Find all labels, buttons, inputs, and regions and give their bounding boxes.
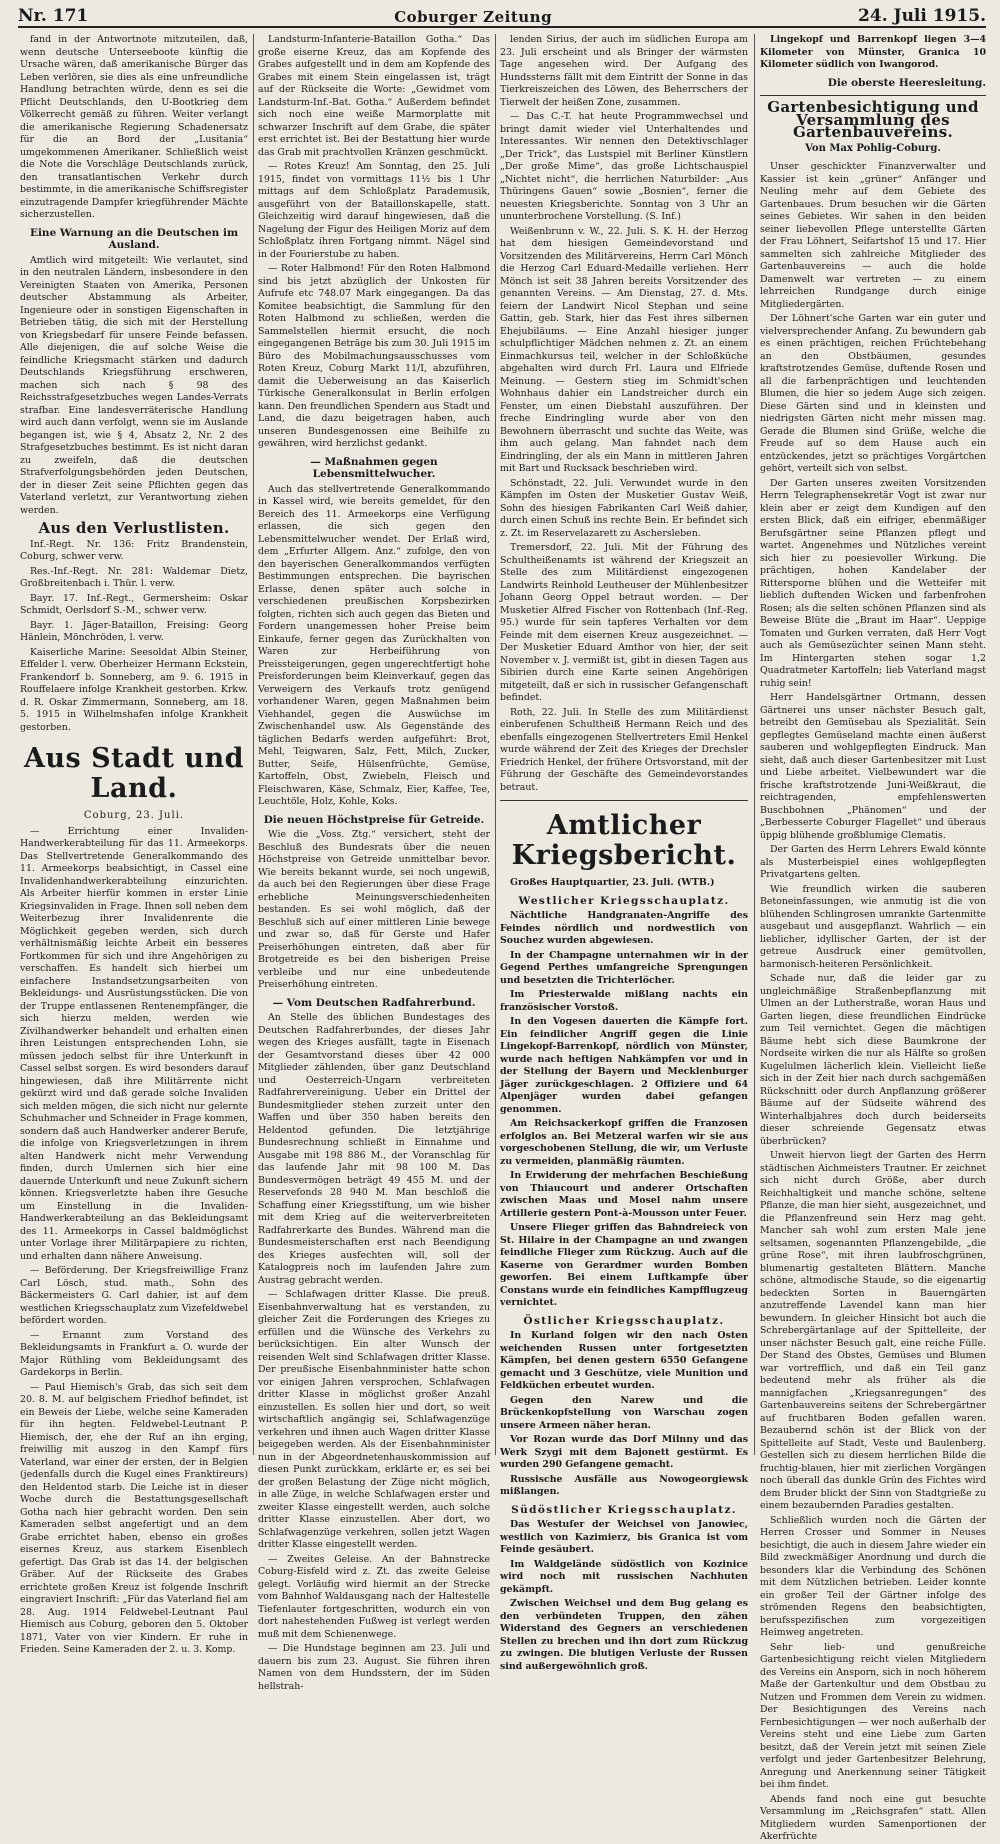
column-divider [495,34,496,1455]
article-paragraph: Wie die „Voss. Ztg.“ versichert, steht der Beschluß des Bundesrats über die neuen Höchstpreise von Getreide unmittelbar bevor. Wie bereits bekannt wurde, sei noch ungewiß, da auch bei den Regierungen über diese Frage erhebliche Meinungsverschiedenheiten bestanden. Es sei wohl möglich, daß der Beschluß sich auf einer mittleren Linie bewege und zwar so, daß für Gerste und Hafer Preiserhöhungen eintreten, daß aber für Brotgetreide es bei den bisherigen Preise verbleibe und nur eine unbedeutende Preiserhöhung eintreten. [258,829,490,990]
report-paragraph: Im Priesterwalde mißlang nachts ein französischer Vorstoß. [500,989,748,1013]
column-divider [754,34,755,1455]
article-heading: Eine Warnung an die Deutschen im Ausland. [29,226,239,251]
report-dateline: Großes Hauptquartier, 23. Juli. (WTB.) [510,877,715,888]
article-paragraph: Landsturm-Infanterie-Bataillon Gotha.“ Das große eiserne Kreuz, das am Kopfende des Grabes aufgestellt und in dem am Kopfende des Grabes mit einem Stein eingelassen ist, trägt auf der Rückseite die Worte: „Gewidmet vom Landsturm-Inf.-Bat. Gotha.“ Außerdem befindet sich noch eine weiße Marmorplatte mit schwarzer Inschrift auf dem Grabe, die später erst errichtet ist. Bei der Bestattung hier wurde das Grab mit prachtvollen Kränzen geschmückt. [258,34,490,158]
column-2 [258,34,490,1692]
report-paragraph: Im Waldgelände südöstlich von Kozinice wird noch mit russischen Nachhuten gekämpft. [500,1558,748,1595]
article-paragraph: Herr Handelsgärtner Ortmann, dessen Gärtnerei uns unser nächster Besuch galt, betreibt den Gemüsebau als Spezialität. Sein gepflegtes Gemüseland machte einen äußerst sauberen und wohlgepflegten Eindruck. Man sieht, daß auch dieser Gartenbesitzer mit Lust und Liebe arbeitet. Vielbewundert war die frische kraftstrotzende Juni-Weißkraut, die reichtragenden, empfehlenswerten Buschbohnen „Phänomen“ und der „Berbesserte Coburger Flagellet“ und überaus üppig blühende großblumige Clematis. [760,692,986,841]
article-heading: Die neuen Höchstpreise für Getreide. [263,813,485,826]
dateline: Coburg, 23. Juli. [83,810,185,821]
article-paragraph: Unweit hiervon liegt der Garten des Herrn städtischen Aichmeisters Trautner. Er zeichnet sich nicht durch Größe, aber durch Reichhaltigkeit und manche schöne, seltene Pflanze, die man hier sieht, ausgezeichnet, und die Pflanzenfreund sein Herz mag geht. Mancher sah wohl zum ersten Male jene seltsamen, sogenannten Pflanzengebilde, „die grüne Rose“, mit ihren laubfroschgrünen, blumenartig gestalteten Blättern. Manche schöne, altmodische Staude, so die eigenartig bedeckten Sorten in Bauerngärten anzutreffende Lavendel kann man hier bewundern. In gleicher Hinsicht bot auch die Schrebergärtanlage auf der Spittelleite, der unser nächster Besuch galt, eine reiche Fülle. Der Stand des Obstes, Gemüses und Blumen war vortrefflich, und daß ein Teil ganz bedeutend mehr als früher als die mannigfachen „Kriegsanregungen“ des Gartenbauvereins seitens der Schrebergärtner auf fruchtbaren Boden gefallen waren. Bezaubernd schön ist der Blick von der Spittelleite auf Stadt, Veste und Baulenberg. Gestellen sich zu diesem herrlichen Bilde die fruchtig-blauen, hier mit zierlichen Vorgängen noch überall das dunkle Grün des Fichtes wird dem Bruder blickt der Sinn von Stadtgrieße zu einem bezaubernden Paradies gestalten. [760,1150,986,1511]
article-paragraph: Amtlich wird mitgeteilt: Wie verlautet, sind in den neutralen Ländern, insbesondere in den Vereinigten Staaten von Amerika, Personen deutscher Abstammung als Arbeiter, Ingenieure oder in sonstigen Eigenschaften in Betrieben tätig, die sich mit der Herstellung von Kriegsbedarf für unsere Feinde befassen. Alle diejenigen, die auf solche Weise die feindliche Kriegsmacht stärken und dadurch Deutschlands Kriegsführung erschweren, machen sich nach § 98 des Reichsstrafgesetzbuches wegen Landes-Verrats strafbar. Eine landesverräterische Handlung wird auch dann verfolgt, wenn sie im Auslande begangen ist, wie § 4, Absatz 2, Nr. 2 des Strafgesetzbuches bestimmt. Es ist nicht daran zu zweifeln, daß die deutschen Strafverfolgungsbehörden jeden Deutschen, der in dieser Zeit seine Pflichten gegen das Vaterland verletzt, zur Verantwortung ziehen werden. [20,254,248,516]
report-paragraph: In der Champagne unternahmen wir in der Gegend Perthes umfangreiche Sprengungen und besetzten die Trichterlöcher. [500,949,748,986]
article-paragraph: Schönstadt, 22. Juli. Verwundet wurde in den Kämpfen im Osten der Musketier Gustav Weiß, Sohn des hiesigen Fabrikanten Carl Weiß dahier, durch einen Schuß ins rechte Bein. Er befindet sich z. Zt. im Reservelazarett zu Aschersleben. [500,477,748,539]
report-paragraph: Unsere Flieger griffen das Bahndreieck von St. Hilaire in der Champagne an und zwangen feindliche Flieger zum Rückzug. Auch auf die Kaserne von Gerardmer wurden Bomben geworfen. Bei einem Luftkampfe über Constans wurde ein feindliches Kampfflugzeug vernichtet. [500,1222,748,1308]
article-paragraph: — Rotes Kreuz! Am Sonntag, den 25. Juli 1915, findet von vormittags 11½ bis 1 Uhr mittags auf dem Schloßplatz Parademusik, ausgeführt von der Bataillonskapelle, statt. Gleichzeitig wird darauf hingewiesen, daß die Nagelung der Figur des Heiligen Moriz auf dem Schloßplatz ihren Fortgang nimmt. Nägel sind in der Fourierstube zu haben. [258,161,490,260]
article-heading-garden: Gartenbesichtigung und Versammlung des Gartenbauvereins. [767,98,979,141]
report-paragraph: Lingekopf und Barrenkopf liegen 3—4 Kilometer von Münster, Granica 10 Kilometer südlich von Iwangorod. [760,34,986,70]
report-subheading: Südöstlicher Kriegsschauplatz. [511,1503,737,1516]
article-paragraph: — Beförderung. Der Kriegsfreiwillige Franz Carl Lösch, stud. math., Sohn des Bäckermeisters G. Carl dahier, ist auf dem westlichen Kriegsschauplatz zum Vizefeldwebel befördert worden. [20,1265,248,1326]
issue-date: 24. Juli 1915. [858,6,986,26]
article-paragraph: Schließlich wurden noch die Gärten der Herren Crosser und Sommer in Neuses besichtigt, die auch in diesem Jahre wieder ein Bild zweckmäßiger Anordnung und durch die besonders klar die Verbindung des Schönen mit dem Nützlichen betrieben. Leider konnte ein großer Teil der Gärtner infolge des strömenden Regens den beabsichtigten, berufsspezifischen zum vorgezeitigen Heimweg angetreten. [760,1514,986,1638]
column-divider [253,34,254,1455]
article-paragraph: Der Garten unseres zweiten Vorsitzenden Herrn Telegraphensekretär Vogt ist zwar nur klein aber er zeigt dem Kundigen auf den ersten Blick, daß ein eifriger, ebenmäßiger Berufsgärtner seine Pflanzen pflegt und wartet. Angenehmes und Nützliches vereint sich hier zu poesievoller Wirkung. Die prächtigen, hohen Kandelaber der Rittersporne blühen und die Wetteifer mit lieblich duftenden Wicken und farbenfrohen Rosen; als die selten schönen Pflanzen sind als Beweise Blüte die „Braut im Haar“. Ueppige Tomaten und Gurken verraten, daß Herr Vogt auch als Gemüsezüchter seinen Mann steht. Im Hintergarten stehen sogar 1,2 Quadratmeter Kartoffeln; lieb Vaterland magst ruhig sein! [760,477,986,689]
report-paragraph: In den Vogesen dauerten die Kämpfe fort. Ein feindlicher Angriff gegen die Linie Lingekopf-Barrenkopf, nördlich von Münster, wurde nach heftigen Nahkämpfen vor und in der Stellung der Bayern und Mecklenburger Jäger zurückgeschlagen. 2 Offiziere und 64 Alpenjäger wurden dabei gefangen genommen. [500,1016,748,1115]
report-paragraph: Vor Rozan wurde das Dorf Milnny und das Werk Szygi mit dem Bajonett gestürmt. Es wurden 290 Gefangene gemacht. [500,1434,748,1470]
report-paragraph: Nächtliche Handgranaten-Angriffe des Feindes nördlich und nordwestlich von Souchez wurden abgewiesen. [500,910,748,946]
report-paragraph: In Kurland folgen wir den nach Osten weichenden Russen unter fortgesetzten Kämpfen, bei denen gestern 6550 Gefangene gemacht und 3 Geschütze, viele Munition und Feldküchen erbeutet wurden. [500,1330,748,1391]
article-paragraph: — Das C.-T. hat heute Programmwechsel und bringt damit wieder viel Unterhaltendes und Interessantes. Wir nennen den Detektivschlager „Der Trick“, das Lustspiel mit Berliner Künstlern „Der große Mime“, das große Lichtschauspiel „Nichtet nicht“, die herrlichen Naturbilder: „Aus Thüringens Gauen“ sowie „Bosnien“, ferner die neuesten Kriegsberichte. Sonntag von 3 Uhr an ununterbrochene Vorstellung. (S. Inf.) [500,111,748,222]
article-paragraph: — Die Hundstage beginnen am 23. Juli und dauern bis zum 23. August. Sie führen ihren Namen von dem Hundsstern, der im Süden hellstrah- [258,1643,490,1692]
article-paragraph: — Ernannt zum Vorstand des Bekleidungsamts in Frankfurt a. O. wurde der Major Rüthling vom Bekleidungsamt des Gardekorps in Berlin. [20,1329,248,1378]
article-paragraph: Unser geschickter Finanzverwalter und Kassier ist kein „grüner“ Anfänger und Neuling mehr auf dem Gebiete des Gartenbaues. Drum besuchen wir die Gärten seines Gebietes. Wir sahen in den beiden seiner liebevollen Pflege unterstellte Gärten der Frau Löhnert, Seifartshof 15 und 17. Hier sammelten sich zahlreiche Mitglieder des Gartenbauvereins — auch die holde Damenwelt war vertreten — zu einem lehrreichen Rundgange durch einige Mitgliedergärten. [760,161,986,310]
column-1 [20,34,248,1655]
article-paragraph: Tremersdorf, 22. Juli. Mit der Führung des Schultheißenamts ist während der Kriegszeit an Stelle des zum Militärdienst eingezogenen Landwirts Reinhold Leutheuser der Mühlenbesitzer Johann Georg Oppel betraut worden. — Der Musketier Alfred Fischer von Rottenbach (Inf.-Reg. 95.) wurde für sein tapferes Verhalten vor dem Feinde mit dem eisernen Kreuz ausgezeichnet. — Der Musketier Eduard Amthor von hier, der seit November v. J. vermißt ist, gibt in diesen Tagen aus Sibirien durch eine Karte seinen Angehörigen mitgeteilt, daß er sich in russischer Gefangenschaft befindet. [500,542,748,703]
casualty-entry: Bayr. 17. Inf.-Regt., Germersheim: Oskar Schmidt, Oerlsdorf S.-M., schwer verw. [20,592,248,616]
issue-number: Nr. 171 [18,6,89,26]
column-3 [500,34,748,1672]
report-paragraph: In Erwiderung der mehrfachen Beschießung von Thiaucourt und anderer Ortschaften zwischen Maas und Mosel nahm unsere Artillerie gestern Pont-à-Mousson unter Feuer. [500,1170,748,1219]
article-paragraph: Auch das stellvertretende Generalkommando in Kassel wird, wie bereits gemeldet, für den Bereich des 11. Armeekorps eine Verfügung erlassen, die sich gegen den Lebensmittelwucher wendet. Der Erlaß wird, dem „Erfurter Allgem. Anz.“ zufolge, den von den bayerischen Generalkommandos verfügten Bestimmungen entsprechen. Die bayrischen Erlasse, denen später auch solche in verschiedenen preußischen Korpsbezirken folgten, richten sich auch gegen das Bieten und Fordern unangemessen hoher Preise beim Einkaufe, ferner gegen das Zurückhalten von Waren zur Herbeiführung von Preissteigerungen, gegen ungerechtfertigt hohe Preisforderungen beim Kleinverkauf, gegen das Verweigern des Verkaufs trotz genügend vorhandener Waren, gegen Maßnahmen beim Viehhandel, gegen die Auswüchse im Zwischenhandel usw. Als Gegenstände des täglichen Bedarfs werden aufgeführt: Brot, Mehl, Teigwaren, Salz, Fett, Milch, Zucker, Butter, Seife, Hülsenfrüchte, Gemüse, Kartoffeln, Obst, Zwiebeln, Fleisch und Fleischwaren, Käse, Schmalz, Eier, Kaffee, Tee, Leuchtöle, Holz, Kohle, Koks. [258,483,490,807]
article-paragraph: — Roter Halbmond! Für den Roten Halbmond sind bis jetzt abzüglich der Unkosten für Aufrufe etc 748.07 Mark eingegangen. Da das Komitee beabsichtigt, die Sammlung für den Roten Halbmond zu schließen, werden die Sammelstellen hiermit ersucht, die noch eingegangenen Beträge bis zum 30. Juli 1915 im Büro des Mobilmachungsausschusses vom Roten Kreuz, Coburg Markt 11/I, abzuführen, damit die Ueberweisung an das Kaiserlich Türkische Generalkonsulat in Berlin erfolgen kann. Den freundlichen Spendern aus Stadt und Land, die dazu beigetragen haben, auch unseren Bundesgenossen eine Beihilfe zu gewähren, wird herzlichst gedankt. [258,263,490,449]
article-paragraph: Sehr lieb- und genußreiche Gartenbesichtigung reicht vielen Mitgliedern des Vereins ein Ansporn, sich in noch höherem Maße der Gartenkultur und dem Obstbau zu Nutzen und Frommen dem Verein zu widmen. Der Besichtigungen des Vereins nach Fernbesichtigungen — wer noch außerhalb der Vereins steht und eine Liebe zum Garten besitzt, daß der Verein jetzt mit seinen Ziele verfolgt und jeder Gartenbesitzer Belehrung, Anregung und Anerkennung seiner Tätigkeit bei ihm findet. [760,1641,986,1790]
casualty-entry: Res.-Inf.-Regt. Nr. 281: Waldemar Dietz, Großbreitenbach i. Thür. l. verw. [20,565,248,589]
masthead [18,4,986,28]
report-subheading: Westlicher Kriegsschauplatz. [518,894,730,907]
article-paragraph: — Paul Hiemisch's Grab, das sich seit dem 20. 8. M. auf belgischem Friedhof befindet, ist ein Beweis der Liebe, welche seine Kameraden für ihn hegten. Feldwebel-Leutnant P. Hiemisch, der, ehe der Ruf an ihn erging, freiwillig mit auszog in den Kampf fürs Vaterland, war einer der ersten, der in Belgien (jedenfalls durch die Kugel eines Franktireurs) den Heldentod starb. Die Leiche ist in dieser Woche durch die Bestattungsgesellschaft Gotha nach hier gebracht worden. Den sein Kameraden selbst angefertigt und an dem Grabe errichtet haben, ebenso ein großes eisernes Kreuz, aus starkem Eisenblech gefertigt. Das Grab ist das 14. der belgischen Gräber. Auf der Rückseite des Grabes errichtete großen Kreuz ist folgende Inschrift eingraviert Inschrift: „Für das Vaterland fiel am 28. Aug. 1914 Feldwebel-Leutnant Paul Hiemisch aus Coburg, geboren den 5. Oktober 1871, Vater von vier Kindern. Er ruhe in Frieden. Seine Kameraden der 2. u. 3. Komp. [20,1381,248,1655]
article-paragraph: Abends fand noch eine gut besuchte Versammlung im „Reichsgrafen“ statt. Allen Mitgliedern wurden Samenportionen der Akerfrüchte [760,1793,986,1842]
casualty-entry: Inf.-Regt. Nr. 136: Fritz Brandenstein, Coburg, schwer verw. [20,538,248,562]
article-paragraph: — Schlafwagen dritter Klasse. Die preuß. Eisenbahnverwaltung hat es verstanden, zu gleicher Zeit die Forderungen des Krieges zu erfüllen und die Wünsche des Verkehrs zu berücksichtigen. Ein alter Wunsch der reisenden Welt sind Schlafwagen dritter Klasse. Der preußische Eisenbahnminister hatte schon vor einigen Jahren versprochen, Schlafwagen dritter Klasse in möglichst großer Anzahl einzustellen. Es sollen hier und dort, so weit wirtschaftlich angängig sei, Schlafwagenzüge verkehren und ihnen auch Wagen dritter Klasse beigegeben werden. Als der Eisenbahnminister nun in der Abgeordnetenhauskommission auf diesen Punkt zurückkam, erklärte er, es sei bei der großen Belastung der Züge nicht möglich, in alle Züge, in welche Schlafwagen erster und zweiter Klasse eingestellt werden, auch solche dritter Klasse einzustellen. Aber dort, wo Schlafwagenzüge verkehren, sollen jetzt Wagen dritter Klasse eingestellt werden. [258,1289,490,1550]
separator-rule [500,800,748,801]
article-paragraph: Roth, 22. Juli. In Stelle des zum Militärdienst einberufenen Schultheiß Hermann Reich und des ebenfalls eingezogenen Stellvertreters Emil Henkel wurde während der Zeit des Krieges der Drechsler Friedrich Henkel, der frühere Ortsvorstand, mit der Führung der Geschäfte des Gemeindevorstandes betraut. [500,706,748,793]
article-heading: — Vom Deutschen Radfahrerbund. [272,996,476,1009]
report-paragraph: Russische Ausfälle aus Nowogeorgiewsk mißlangen. [500,1473,748,1497]
article-paragraph: — Zweites Geleise. An der Bahnstrecke Coburg-Eisfeld wird z. Zt. das zweite Geleise gelegt. Vorläufig wird hiermit an der Strecke vom Bahnhof Waldausgang nach der Haltestelle Tiefenlauter fortgeschritten, wodurch ein von dort nahestehenden Fußweg ist verlegt werden muß mit dem Schienenwege. [258,1553,490,1640]
article-paragraph: Der Garten des Herrn Lehrers Ewald könnte als Musterbeispiel eines wohlgepflegten Privatgartens gelten. [760,844,986,880]
report-paragraph: Das Westufer der Weichsel von Janowiec, westlich von Kazimierz, bis Granica ist vom Feinde gesäubert. [500,1519,748,1555]
article-heading: — Maßnahmen gegen Lebensmittelwucher. [310,455,438,480]
report-paragraph: Gegen den Narew und die Brückenkopfstellung von Warschau zogen unsere Armeen näher heran. [500,1394,748,1431]
report-signature: Die oberste Heeresleitung. [827,76,986,89]
column-4 [760,34,986,1842]
casualty-entry: Kaiserliche Marine: Seesoldat Albin Steiner, Effelder l. verw. Oberheizer Hermann Eckstein, Frankendorf b. Sonneberg, am 9. 6. 1915 in Rouffelaere infolge Krankheit gestorben. Krkw. d. R. Oskar Zimmermann, Sonneberg, am 18. 5. 1915 in Wilhelmshafen infolge Krankheit gestorben. [20,646,248,733]
section-heading-casualty-lists: Aus den Verlustlisten. [38,519,230,537]
article-paragraph: fand in der Antwortnote mitzuteilen, daß, wenn deutsche Unterseeboote künftig die Ursache wären, daß amerikanische Bürger das Leben verlören, sie dies als eine unfreundliche Handlung betrachten würde, denn es sei die Pflicht Deutschlands, den U-Bootkrieg dem Völkerrecht gemäß zu führen. Weiter verlangt die amerikanische Regierung Schadenersatz für die an Bord der „Lusitania“ umgekommenen Amerikaner. Schließlich weist die Note die Vorschläge Deutschlands zurück, den transatlantischen Verkehr durch bestimmte, in die amerikanische Schiffsregister einzutragende Dampfer kriegführender Mächte sicherzustellen. [20,34,248,220]
section-heading-war-report: Amtlicher Kriegsbericht. [511,810,737,871]
article-paragraph: — Errichtung einer Invaliden-Handwerkerabteilung für das 11. Armeekorps. Das Stellvertretende Generalkommando des 11. Armeekorps beabsichtigt, in Cassel eine Invalidenhandwerkerabteilung einzurichten. Als Arbeiter hierfür kommen in erster Linie Kriegsinvaliden in Frage. Ihnen soll neben dem Weiterbezug ihrer Invalidenrente die Möglichkeit gegeben werden, sich durch verhältnismäßig leichte Arbeit ein besseres Fortkommen für sich und ihre Angehörigen zu verschaffen. Es handelt sich hierbei um einfachere Instandsetzungsarbeiten von Bekleidungs- und Ausrüstungsstücken. Die von der Truppe entlassenen Rentenempfänger, die sich hierzu melden, werden wie Zivilhandwerker behandelt und erhalten einen ihren Leistungen entsprechenden Lohn, sie müssen jedoch selbst für ihre Unterkunft in Cassel selbst sorgen. Es wird besonders darauf hingewiesen, daß ihre Militärrente nicht gekürzt wird und daß gerade solche Invaliden sich melden mögen, die sich nicht nur gelernte Schuhmacher und Schneider in Frage kommen, sondern daß auch Handwerker anderer Berufe, die infolge von Kriegsverletzungen in ihrem alten Handwerk nicht mehr Verwendung finden, durch Umlernen sich hier eine dauernde Unterkunft und neue Zukunft sichern können. Kriegsverletzte haben ihre Gesuche um Einstellung in die Invaliden-Handwerkerabteilung an das Bekleidungsamt des 11. Armeekorps in Cassel baldmöglichst unter Vorlage ihrer Militärpapiere zu richten, und erhalten dann nähere Anweisung. [20,825,248,1262]
newspaper-title: Coburger Zeitung [394,8,553,26]
report-paragraph: Am Reichsackerkopf griffen die Franzosen erfolglos an. Bei Metzeral warfen wir sie aus vorgeschobenen Stellung, die wir, um Verluste zu vermeiden, planmäßig räumten. [500,1118,748,1167]
section-heading-city-and-country: Aus Stadt und Land. [23,743,245,804]
article-paragraph: An Stelle des üblichen Bundestages des Deutschen Radfahrerbundes, der dieses Jahr wegen des Krieges ausfällt, tagte in Eisenach der Gesamtvorstand dieses über 42 000 Mitglieder zählenden, über ganz Deutschland und Oesterreich-Ungarn verbreiteten Radfahrervereinigung. Ueber ein Drittel der Bundesmitglieder stehen zurzeit unter den Waffen und über 350 haben bereits den Heldentod gefunden. Die letztjährige Bundesrechnung schließt in Einnahme und Ausgabe mit 198 886 M., der Voranschlag für das laufende Jahr mit 98 100 M. Das Bundesvermögen beträgt 49 455 M. und der Reservefonds 28 940 M. Man beschloß die Schaffung einer Kriegsstiftung, um wie bisher mit dem Krieg auf die weiterverbreiteten Radfahrerkarte des Bundes. Während man die Bundesmeisterschaften erst nach Beendigung des Krieges ausfechten will, soll der Katalogpreis noch im laufenden Jahre zum Austrag gebracht werden. [258,1012,490,1286]
article-paragraph: Wie freundlich wirken die sauberen Betoneinfassungen, wie anmutig ist die von blühenden Schlingrosen umrankte Gartenmitte ausgebaut und ausgepflanzt. Wahrlich — ein lieblicher, idyllischer Garten, der ist der getreue Ausdruck einer gemütvollen, harmonisch-heiteren Persönlichkeit. [760,883,986,970]
casualty-entry: Bayr. 1. Jäger-Bataillon, Freising: Georg Hänlein, Mönchröden, l. verw. [20,619,248,643]
article-paragraph: lenden Sirius, der auch im südlichen Europa am 23. Juli erscheint und als Bringer der wärmsten Tage angesehen wird. Der Aufgang des Hundssterns fällt mit dem Eintritt der Sonne in das Tierkreiszeichen des Löwen, des Beherrschers der Tierwelt der heißen Zone, zusammen. [500,34,748,108]
byline: Von Max Pohlig-Coburg. [805,142,941,154]
article-paragraph: Der Löhnert'sche Garten war ein guter und vielversprechender Anfang. Zu bewundern gab es einen prächtigen, reichen Früchtebehang an den Obstbäumen, gesundes kraftstrotzendes Gemüse, duftende Rosen und all die farbenprächtigen und leuchtenden Blumen, die hier so jedem Auge sich zeigen. Diese Gärten sind und in kleinsten und niedrigsten Gärten nicht mehr missen mag. Gerade die Blumen sind Grüße, welche die Freude auf so dem Hause auch ein entzückendes, jetzt so prächtiges Vorgärtchen gehört, verteilt sich von selbst. [760,313,986,474]
report-subheading: Östlicher Kriegsschauplatz. [523,1314,725,1327]
separator-rule [760,95,986,96]
article-paragraph: Schade nur, daß die leider gar zu ungleichmäßige Straßenbepflanzung mit Ulmen an der Lutherstraße, woran Haus und Garten liegen, diese freundlichen Eindrücke zum Teil vernichtet. Gegen die mächtigen Bäume hebt sich diese Baumkrone der Nordseite wirken die nur als Hälfte so großen Kugelulmen lächerlich klein. Vielleicht ließe sich in der Zeit hier nach durch sachgemäßen Rückschnitt oder durch Anpflanzung größerer Bäume auf der Südseite während des Winterhalbjahres doch durch beiderseits dieser schreiende Gegensatz etwas überbrücken? [760,973,986,1147]
report-paragraph: Zwischen Weichsel und dem Bug gelang es den verbündeten Truppen, den zähen Widerstand des Gegners an verschiedenen Stellen zu brechen und ihn dort zum Rückzug zu zwingen. Die blutigen Verluste der Russen sind außergewöhnlich groß. [500,1598,748,1672]
article-paragraph: Weißenbrunn v. W., 22. Juli. S. K. H. der Herzog hat dem hiesigen Gemeindevorstand und Vorsitzenden des Militärvereins, Herrn Carl Mönch die Herzog Carl Eduard-Medaille verliehen. Herr Mönch ist seit 38 Jahren bereits Vorsitzender des genannten Vereins. — Am Dienstag, 27. d. Mts. feiern der Landwirt Nicol Stephan und seine Gattin, geb. Stark, hier das Fest ihres silbernen Ehejubiläums. — Eine Anzahl hiesiger junger schulpflichtiger Mädchen nehmen z. Zt. an einem Einmachkursus teil, welcher in der Schloßküche abgehalten wird durch Frl. Laura und Elfriede Meinung. — Gestern stieg im Schmidt'schen Wohnhaus dahier ein Landstreicher durch ein Fenster, um einen Diebstahl auszuführen. Der freche Eindringling wurde aber von den Bewohnern überrascht und suchte das Weite, was ihm auch gelang. Man fahndet nach dem Eindringling, der als ein Mann in mittleren Jahren mit Bart und Rucksack beschrieben wird. [500,225,748,474]
